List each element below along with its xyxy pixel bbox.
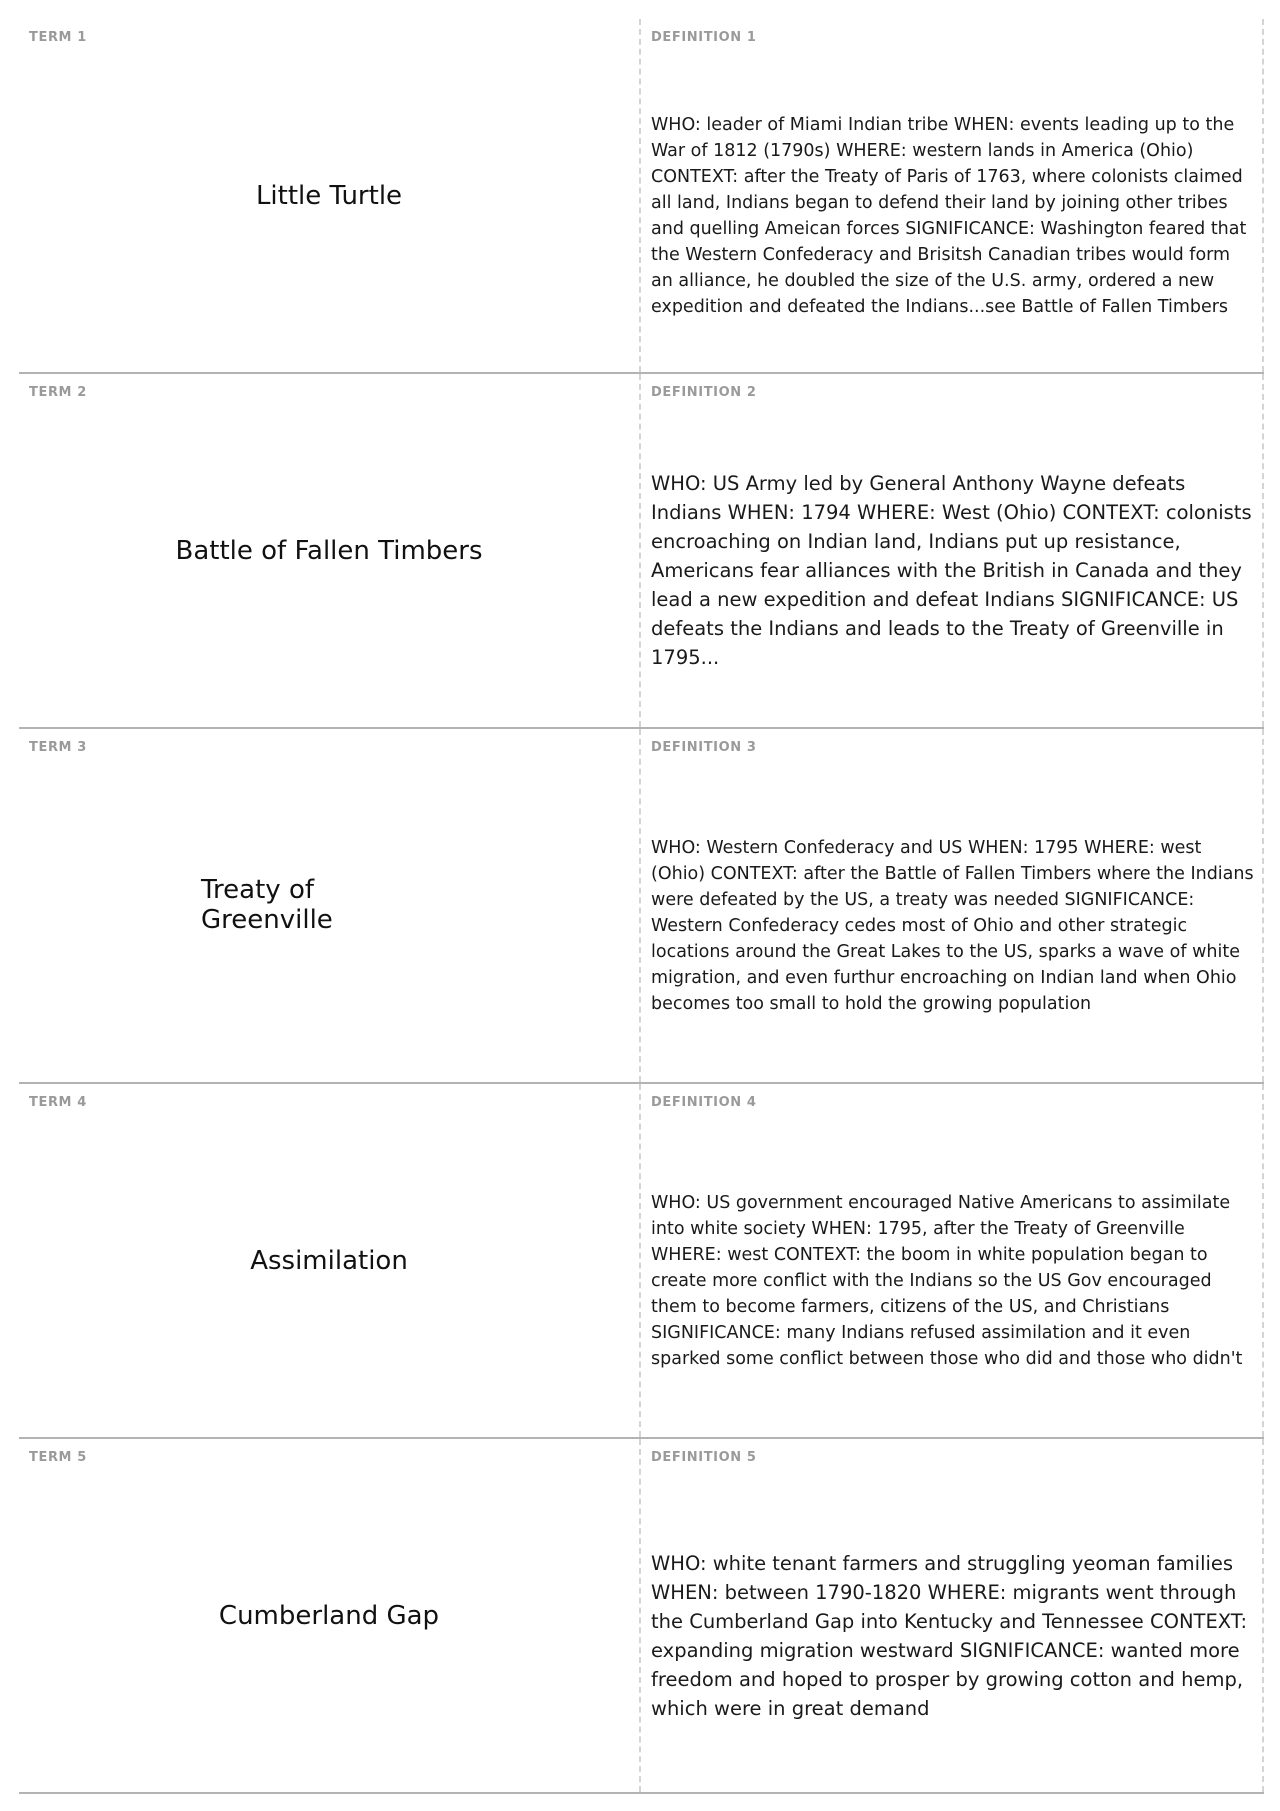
term-cell: [19, 374, 641, 727]
definition-text: WHO: US government encouraged Native Americans to assimilate into white society WHEN: 1795, after the Treaty of Greenville WHERE: west CONTEXT: the boom in white population began to create more conflict with the Indians so the US Gov encouraged them to become farmers, citizens of the US, and Christians SIGNIFICANCE: many Indians refused assimilation and it even sparked some conflict between those who did and those who didn't: [651, 1192, 1243, 1369]
definition-label: DEFINITION 1: [651, 30, 757, 45]
flashcard-row: [19, 1439, 1264, 1794]
definition-text: WHO: US Army led by General Anthony Wayne defeats Indians WHEN: 1794 WHERE: West (Ohio) CONTEXT: colonists encroaching on Indian land, Indians put up resistance, Americans fear alliances with the British in Canada and they lead a new expedition and defeat Indians SIGNIFICANCE: US defeats the Indians and leads to the Treaty of Greenville in 1795...: [651, 472, 1252, 669]
flashcard-row: [19, 729, 1264, 1084]
definition-text: WHO: Western Confederacy and US WHEN: 1795 WHERE: west (Ohio) CONTEXT: after the Battle of Fallen Timbers where the Indians were defeated by the US, a treaty was needed SIGNIFICANCE: Western Confederacy cedes most of Ohio and other strategic locations around the Great Lakes to the US, sparks a wave of white migration, and even furthur encroaching on Indian land when Ohio becomes too small to hold the growing population: [651, 837, 1254, 1014]
definition-text: WHO: white tenant farmers and struggling yeoman families WHEN: between 1790-1820 WHERE: migrants went through the Cumberland Gap into Kentucky and Tennessee CONTEXT: expanding migration westward SIGNIFICANCE: wanted more freedom and hoped to prosper by growing cotton and hemp, which were in great demand: [651, 1551, 1248, 1720]
definition-label: DEFINITION 3: [651, 740, 757, 755]
term-text: Assimilation: [250, 1245, 408, 1276]
definition-label: DEFINITION 5: [651, 1450, 757, 1465]
definition-cell: [641, 19, 1264, 372]
flashcard-row: [19, 19, 1264, 374]
term-text: Cumberland Gap: [218, 1600, 440, 1631]
term-cell: [19, 1439, 641, 1792]
term-label: TERM 5: [29, 1450, 87, 1465]
definition-cell: [641, 1439, 1264, 1792]
term-text: Treaty of Greenville: [201, 874, 333, 935]
definition-cell: [641, 729, 1264, 1082]
flashcard-row: [19, 1084, 1264, 1439]
flashcard-sheet: [19, 19, 1264, 1794]
term-label: TERM 1: [29, 30, 87, 45]
term-cell: [19, 19, 641, 372]
term-label: TERM 4: [29, 1095, 87, 1110]
term-cell: [19, 729, 641, 1082]
definition-cell: [641, 374, 1264, 727]
term-text: Battle of Fallen Timbers: [175, 535, 483, 566]
term-label: TERM 2: [29, 385, 87, 400]
definition-label: DEFINITION 4: [651, 1095, 757, 1110]
flashcard-row: [19, 374, 1264, 729]
term-cell: [19, 1084, 641, 1437]
term-label: TERM 3: [29, 740, 87, 755]
definition-label: DEFINITION 2: [651, 385, 757, 400]
term-text: Little Turtle: [255, 180, 403, 211]
definition-text: WHO: leader of Miami Indian tribe WHEN: events leading up to the War of 1812 (1790s) WHERE: western lands in America (Ohio) CONTEXT: after the Treaty of Paris of 1763, where colonists claimed all land, Indians began to defend their land by joining other tribes and quelling Ameican forces SIGNIFICANCE: Washington feared that the Western Confederacy and Brisitsh Canadian tribes would form an alliance, he doubled the size of the U.S. army, ordered a new expedition and defeated the Indians...see Battle of Fallen Timbers: [651, 114, 1247, 317]
definition-cell: [641, 1084, 1264, 1437]
